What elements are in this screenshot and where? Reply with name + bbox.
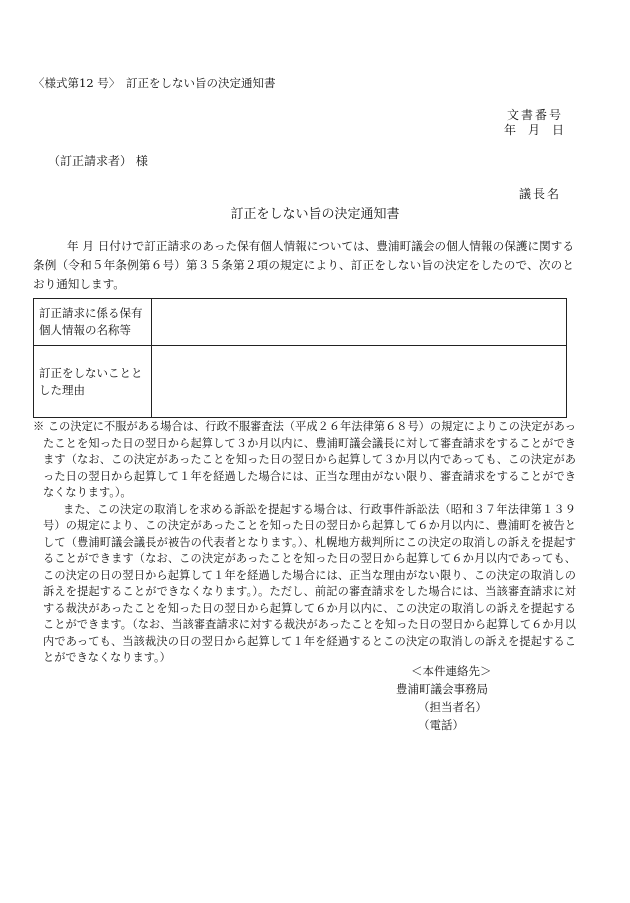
row-label-reason: 訂正をしないことと した理由 bbox=[34, 346, 152, 418]
note-lawsuit: また、この決定の取消しを求める訴訟を提起する場合は、行政事件訴訟法（昭和３７年法律第１３９号）の規定により、この決定があったことを知った日の翌日から起算して６か月以内に、豊浦町を被告として（豊浦町議会議長が被告の代表者となります。）、札幌地方裁判所にこの決定の取消しの訴えを提起することができます（なお、この決定があったことを知った日の翌日から起算して６か月以内であっても、この決定の日の翌日から起算して１年を経過した場合には、正当な理由がない限り、この決定の取消しの訴えを提起することができなくなります。）。ただし、前記の審査請求をした場合には、当該審査請求に対する裁決があったことを知った日の翌日から起算して６か月以内に、この決定の取消しの訴えを提起することができます。（なお、当該審査請求に対する裁決があったことを知った日の翌日から起算して６か月以内であっても、当該裁決の日の翌日から起算して１年を経過するとこの決定の取消しの訴えを提起することができなくなります。） bbox=[43, 502, 576, 664]
row-value-info-name bbox=[152, 299, 567, 346]
table-row bbox=[34, 346, 567, 418]
contact-block bbox=[396, 662, 492, 734]
sender-name: 議長名 bbox=[518, 187, 561, 201]
document-title: 訂正をしない旨の決定通知書 bbox=[230, 207, 400, 222]
contact-person: （担当者名） bbox=[418, 700, 487, 714]
document-date: 年 月 日 bbox=[503, 123, 564, 137]
row-value-reason bbox=[152, 346, 567, 418]
document-number: 文書番号 bbox=[506, 108, 563, 122]
note-appeal: ※ この決定に不服がある場合は、行政不服審査法（平成２６年法律第６８号）の規定によりこの決定があったことを知った日の翌日から起算して３か月以内に、豊浦町議会議長に対して審査請求をすることができます（なお、この決定があったことを知った日の翌日から起算して３か月以内であっても、この決定があった日の翌日から起算して１年を経過した場合には、正当な理由がない限り、審査請求をすることができなくなります。）。 bbox=[33, 420, 576, 499]
contact-office: 豊浦町議会事務局 bbox=[396, 682, 488, 696]
table-row bbox=[34, 299, 567, 346]
body-paragraph: 年 月 日付けで訂正請求のあった保有個人情報については、豊浦町議会の個人情報の保護に関する条例（令和５年条例第６号）第３５条第２項の規定により、訂正をしない旨の決定をしたので、次のとおり通知します。 bbox=[33, 239, 574, 291]
recipient: （訂正請求者） 様 bbox=[48, 154, 148, 168]
row-label-info-name: 訂正請求に係る保有個人情報の名称等 bbox=[34, 299, 152, 346]
info-table bbox=[33, 298, 567, 418]
notes-section bbox=[33, 419, 576, 667]
contact-phone: （電話） bbox=[418, 718, 464, 732]
form-id: 〈様式第12 号〉 訂正をしない旨の決定通知書 bbox=[33, 76, 276, 90]
contact-heading: ＜本件連絡先＞ bbox=[411, 664, 492, 678]
